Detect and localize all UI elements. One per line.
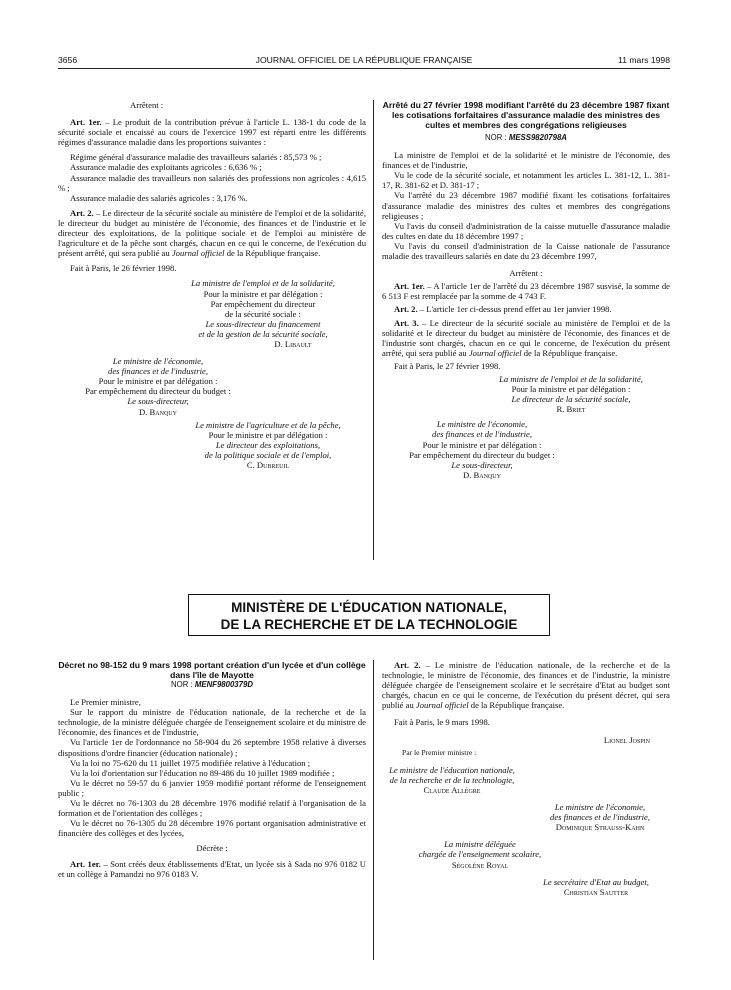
signatory-name: Christian Sautter	[563, 886, 629, 897]
signature-line: de la recherche et de la technologie,	[389, 774, 515, 785]
signature-line: Le sous-directeur,	[127, 396, 189, 407]
nor-code: MENF9800379D	[194, 680, 253, 689]
fait-line: Fait à Paris, le 9 mars 1998.	[394, 717, 490, 728]
nor-code: MESS9820798A	[508, 133, 567, 142]
signature-line: La ministre de l'emploi et de la solidarité,	[499, 373, 643, 384]
article-label: Art. 3.	[394, 317, 419, 328]
signature-line: La ministre déléguée	[444, 839, 516, 850]
article-text-end: de la République française.	[224, 248, 321, 259]
signature-line: Par empêchement du directeur	[210, 298, 316, 309]
signature-block	[530, 802, 670, 832]
ministry-heading-line: DE LA RECHERCHE ET DE LA TECHNOLOGIE	[220, 617, 518, 632]
signature-block	[472, 374, 670, 414]
signature-line: Le ministre de l'économie,	[554, 802, 646, 813]
article-label: Art. 2.	[70, 207, 94, 218]
signature-line: Le secrétaire d'Etat au budget,	[543, 876, 649, 887]
signatory-name: Lionel Jospin	[603, 734, 650, 745]
article-text-end: de la République française.	[521, 347, 618, 358]
left-bottom-column	[58, 660, 366, 960]
ministry-heading-line: MINISTÈRE DE L'ÉDUCATION NATIONALE,	[231, 600, 507, 615]
regime-line: Assurance maladie des travailleurs non salariés des professions non agricoles : 4,615 % ;	[58, 172, 366, 193]
article-label: Art. 1er.	[394, 281, 425, 292]
visa-paragraph: Vu l'arrêté du 23 décembre 1987 modifié fixant les cotisations forfaitaires d'assurance maladie des ministres des cultes et membres des congrégations religieuses ;	[382, 190, 670, 221]
signatory-name: Dominique Strauss-Kahn	[555, 822, 645, 833]
signature-block	[170, 420, 366, 470]
signature-line: des finances et de l'industrie,	[432, 429, 532, 440]
arretent-heading: Arrêtent :	[509, 268, 543, 279]
ministry-heading-box	[188, 594, 550, 636]
signature-line: de la sécurité sociale :	[225, 308, 301, 319]
visa-paragraph: Vu le code de la sécurité sociale, et notamment les articles L. 381-12, L. 381-17, R. 381-62 et D. 381-17 ;	[382, 170, 670, 191]
signature-line: Pour la ministre et par délégation :	[203, 288, 323, 299]
article-1-paragraph	[382, 281, 670, 301]
right-bottom-column	[382, 660, 670, 960]
visa-paragraph: Vu l'avis du conseil d'administration de la Caisse nationale de l'assurance maladie des travailleurs salariés en date du 23 décembre 1997,	[382, 240, 670, 262]
signature-line: Le sous-directeur du financement	[205, 318, 321, 329]
arretent-heading: Arrêtent :	[130, 100, 164, 110]
signature-line: Le ministre de l'éducation nationale,	[389, 764, 515, 775]
signatory-name: D. Libault	[274, 338, 312, 349]
article-text: – Sont créés deux établissements d'Etat, un lycée sis à Sada no 976 0182 U et un collège à Pamandzi no 976 0183 V.	[58, 858, 366, 879]
article-label: Art. 2.	[394, 660, 421, 670]
column-divider	[373, 660, 374, 960]
visa-paragraph: Vu l'avis du conseil d'administration de la caisse mutuelle d'assurance maladie des cultes en date du 18 décembre 1997 ;	[382, 220, 670, 241]
visa-paragraph: Vu l'article 1er de l'ordonnance no 58-904 du 26 septembre 1958 relative à diverses dispositions d'ordre financier (éducation nationale) ;	[58, 737, 366, 758]
nor-reference	[58, 680, 366, 690]
signature-line: Le ministre de l'agriculture et de la pêche,	[195, 419, 341, 430]
page-number: 3656	[58, 55, 78, 65]
regime-line: Assurance maladie des salariés agricoles : 3,176 %.	[70, 192, 248, 203]
column-divider	[373, 100, 374, 560]
header-rule	[58, 68, 670, 69]
article-label: Art. 1er.	[70, 858, 101, 869]
signatory-name: C. Dubreuil	[246, 460, 290, 470]
article-label: Art. 2.	[394, 304, 418, 315]
article-text: – A l'article 1er de l'arrêté du 23 décembre 1987 susvisé, la somme de 6 513 F est remplacée par la somme de 4 743 F.	[382, 281, 670, 302]
visa-paragraph: Vu la loi d'orientation sur l'éducation no 89-486 du 10 juillet 1989 modifiée ;	[70, 767, 335, 778]
left-top-column	[58, 100, 366, 560]
signature-line: Pour la ministre et par délégation :	[511, 384, 631, 395]
signature-block	[168, 278, 358, 349]
regime-line: Assurance maladie des exploitants agricoles : 6,636 % ;	[70, 162, 262, 173]
preamble-paragraph: Sur le rapport du ministre de l'éducation nationale, de la recherche et de la technologie, de la ministre déléguée chargée de l'enseignement scolaire et du ministre de l'économie, des finances et de l'industrie,	[58, 707, 366, 738]
article-text: – Le directeur de la sécurité sociale au ministère de l'emploi et de la solidarité, le directeur du budget au ministère de l'économie, des finances et de l'industrie et le directeur des exploitations, de la politique sociale et de l'emploi au ministère de l'agriculture et de la pêche sont chargés, chacun en ce qui le concerne, de l'exécution du présent arrêté, qui sera publié au	[58, 207, 366, 259]
page-header	[58, 55, 670, 69]
visa-paragraph: Vu la loi no 75-620 du 11 juillet 1975 modifiée relative à l'éducation ;	[70, 757, 311, 768]
signature-line: et de la gestion de la sécurité sociale,	[198, 328, 328, 339]
article-text: – Le ministre de l'éducation nationale, de la recherche et de la technologie, le ministre de l'économie, des finances et de l'industrie, la ministre déléguée chargée de l'enseignement scolaire et le secrétaire d'Etat au budget sont chargés, chacun en ce qui le concerne, de l'exécution du présent décret, qui sera publié au	[382, 660, 670, 711]
article-text: – Le produit de la contribution prévue à l'article L. 138-1 du code de la sécurité sociale et encaissé au cours de l'exercice 1997 est réparti entre les différents régimes d'assurance maladie dans les proportions suivantes :	[58, 117, 366, 148]
regime-line: Régime général d'assurance maladie des travailleurs salariés : 85,573 % ;	[70, 152, 322, 163]
decret-title: Décret no 98-152 du 9 mars 1998 portant création d'un lycée et d'un collège dans l'île de Mayotte	[58, 660, 366, 680]
issue-date: 11 mars 1998	[618, 55, 670, 65]
signature-line: Par empêchement du directeur du budget :	[409, 449, 555, 460]
signatory-name: D. Banquy	[463, 469, 501, 480]
article-text: – L'article 1er ci-dessus prend effet au 1er janvier 1998.	[417, 304, 612, 315]
signature-block	[522, 877, 670, 897]
signature-line: Pour le ministre et par délégation :	[98, 376, 218, 387]
preamble-paragraph: La ministre de l'emploi et de la solidarité et le ministre de l'économie, des finances et de l'industrie,	[382, 150, 670, 171]
signatory-name: R. Briet	[556, 404, 586, 415]
article-3-paragraph	[382, 318, 670, 358]
signatory-name: Claude Allègre	[423, 784, 481, 795]
signature-line: Pour le ministre et par délégation :	[208, 429, 328, 440]
signature-line: Le directeur de la sécurité sociale,	[511, 394, 631, 405]
right-top-column	[382, 100, 670, 560]
signature-line: des finances et de l'industrie,	[108, 366, 208, 377]
fait-line: Fait à Paris, le 27 février 1998.	[394, 360, 501, 371]
signature-block	[58, 356, 258, 417]
preamble-paragraph: Le Premier ministre,	[70, 697, 141, 708]
signature-line: de la politique sociale et de l'emploi,	[204, 449, 332, 460]
article-2-paragraph	[382, 304, 670, 314]
signature-line: Par empêchement du directeur du budget :	[85, 386, 231, 397]
article-label: Art. 1er.	[70, 117, 102, 128]
signature-line: des finances et de l'industrie,	[550, 812, 650, 823]
journal-officiel-ref: Journal officiel	[468, 347, 522, 358]
visa-paragraph: Vu le décret no 76-1303 du 28 décembre 1976 modifié relatif à l'organisation de la formation et de l'orientation des collèges ;	[58, 798, 366, 819]
nor-label: NOR :	[485, 133, 509, 142]
visa-paragraph: Vu le décret no 76-1305 du 28 décembre 1976 portant organisation administrative et financière des collèges et des lycées,	[58, 818, 366, 839]
article-text-end: de la République française.	[468, 700, 565, 711]
signature-line: Pour le ministre et par délégation :	[422, 439, 542, 450]
journal-title: JOURNAL OFFICIEL DE LA RÉPUBLIQUE FRANÇAISE	[255, 55, 473, 65]
article-text: – Le directeur de la sécurité sociale au ministère de l'emploi et de la solidarité et le directeur du budget au ministère de l'économie, des finances et de l'industrie sont chargés, chacun en ce qui le concerne, de l'exécution du présent arrêté, qui sera publié au	[382, 317, 670, 358]
signatory-name: Ségolène Royal	[451, 859, 509, 870]
signature-line: Le directeur des exploitations,	[215, 439, 321, 450]
signature-block	[382, 419, 582, 480]
article-2-paragraph	[58, 208, 366, 258]
nor-label: NOR :	[171, 680, 195, 689]
journal-officiel-ref: Journal officiel	[171, 248, 225, 259]
signature-line: Le ministre de l'économie,	[436, 419, 528, 430]
journal-officiel-ref: Journal officiel	[415, 700, 469, 711]
visa-paragraph: Vu le décret no 59-57 du 6 janvier 1959 modifié portant réforme de l'enseignement public ;	[58, 777, 366, 798]
signature-line: chargée de l'enseignement scolaire,	[418, 849, 542, 860]
signature-block	[400, 839, 560, 869]
signature-line: Le ministre de l'économie,	[112, 356, 204, 367]
article-2-paragraph	[382, 660, 670, 710]
signature-line: Le sous-directeur,	[451, 459, 513, 470]
article-1-paragraph	[58, 117, 366, 147]
decrete-heading: Décrète :	[196, 843, 228, 854]
signature-line: La ministre de l'emploi et de la solidarité,	[191, 278, 335, 289]
nor-reference	[382, 133, 670, 143]
signature-line: Par le Premier ministre :	[402, 747, 477, 757]
signatory-name: D. Banquy	[139, 406, 177, 417]
signature-block	[382, 765, 522, 795]
fait-line: Fait à Paris, le 26 février 1998.	[70, 263, 177, 274]
arrete-title: Arrêté du 27 février 1998 modifiant l'arrêté du 23 décembre 1987 fixant les cotisations forfaitaires d'assurance maladie des ministres des cultes et membres des congrégations religieuses	[382, 100, 670, 130]
article-1-paragraph	[58, 859, 366, 879]
